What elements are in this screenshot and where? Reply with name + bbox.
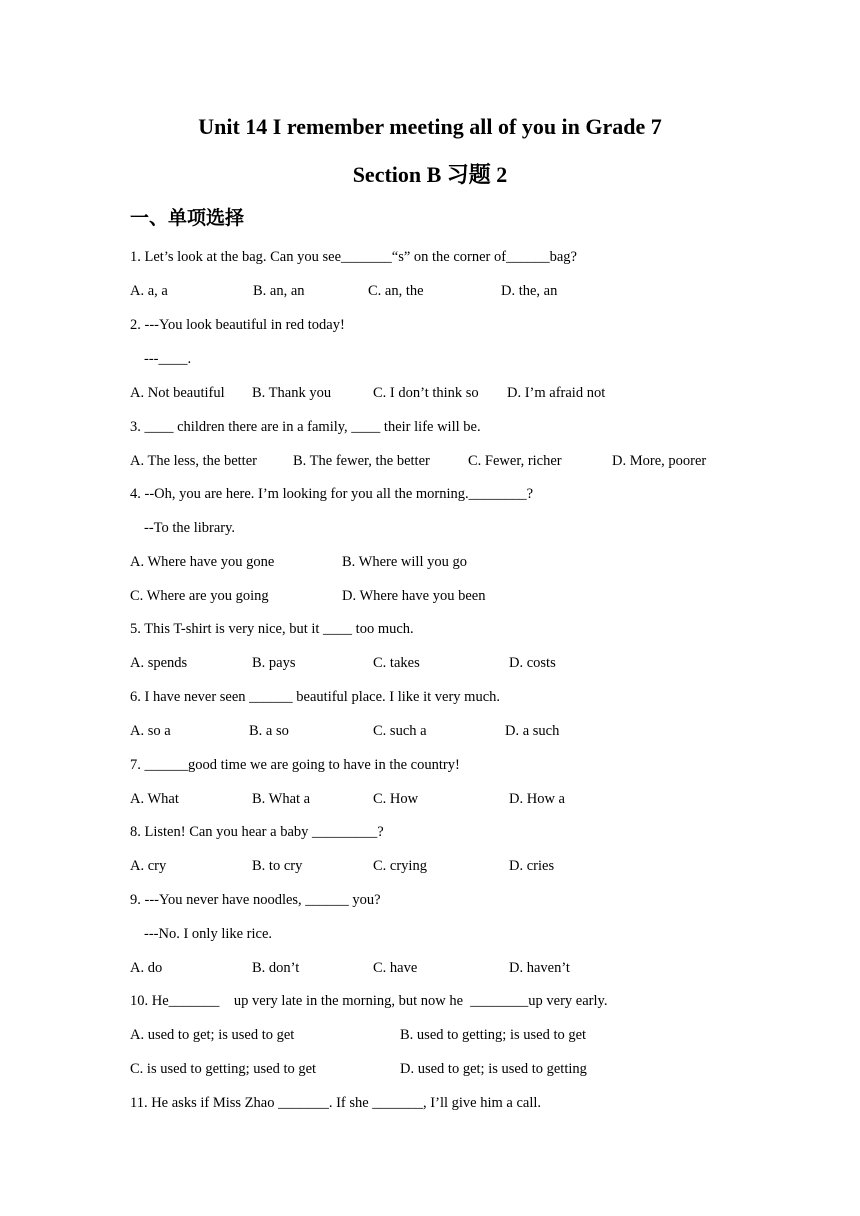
q4-option-a: A. Where have you gone xyxy=(130,554,275,570)
question-2: 2. ---You look beautiful in red today! xyxy=(130,317,345,333)
q3-option-a: A. The less, the better xyxy=(130,453,257,469)
q7-option-b: B. What a xyxy=(252,791,311,807)
question-11: 11. He asks if Miss Zhao _______. If she _______, I’ll give him a call. xyxy=(130,1095,542,1111)
question-9: 9. ---You never have noodles, ______ you? xyxy=(130,892,381,908)
q2-option-a: A. Not beautiful xyxy=(130,385,225,401)
q8-option-d: D. cries xyxy=(509,858,555,874)
q5-option-a: A. spends xyxy=(130,655,188,671)
page-subtitle: Section B 习题 2 xyxy=(352,162,508,187)
q8-option-c: C. crying xyxy=(373,858,427,874)
question-4: 4. --Oh, you are here. I’m looking for you all the morning.________? xyxy=(130,486,534,502)
q4-option-c: C. Where are you going xyxy=(130,588,269,604)
q9-option-c: C. have xyxy=(373,960,418,976)
q2-option-c: C. I don’t think so xyxy=(373,385,479,401)
q1-option-a: A. a, a xyxy=(130,283,168,299)
question-10: 10. He_______ up very late in the morning, but now he ________up very early. xyxy=(130,993,608,1009)
q4-option-d: D. Where have you been xyxy=(342,588,486,604)
q8-option-b: B. to cry xyxy=(252,858,303,874)
q5-option-c: C. takes xyxy=(373,655,420,671)
q9-option-d: D. haven’t xyxy=(509,960,570,976)
q6-option-a: A. so a xyxy=(130,723,171,739)
question-7: 7. ______good time we are going to have in the country! xyxy=(130,757,460,773)
question-3: 3. ____ children there are in a family, ____ their life will be. xyxy=(130,419,481,435)
q6-option-d: D. a such xyxy=(505,723,560,739)
q3-option-b: B. The fewer, the better xyxy=(293,453,430,469)
question-4-response: --To the library. xyxy=(144,520,236,536)
q9-option-b: B. don’t xyxy=(252,960,300,976)
q6-option-b: B. a so xyxy=(249,723,289,739)
q9-option-a: A. do xyxy=(130,960,163,976)
section-heading: 一、单项选择 xyxy=(130,207,245,229)
q2-option-b: B. Thank you xyxy=(252,385,332,401)
q10-option-a: A. used to get; is used to get xyxy=(130,1027,295,1043)
q6-option-c: C. such a xyxy=(373,723,427,739)
q8-option-a: A. cry xyxy=(130,858,167,874)
q1-option-d: D. the, an xyxy=(501,283,558,299)
question-1: 1. Let’s look at the bag. Can you see_______“s” on the corner of______bag? xyxy=(130,249,577,265)
q3-option-c: C. Fewer, richer xyxy=(468,453,562,469)
q3-option-d: D. More, poorer xyxy=(612,453,707,469)
question-6: 6. I have never seen ______ beautiful place. I like it very much. xyxy=(130,689,501,705)
q7-option-a: A. What xyxy=(130,791,179,807)
q10-option-d: D. used to get; is used to getting xyxy=(400,1061,587,1077)
q10-option-c: C. is used to getting; used to get xyxy=(130,1061,317,1077)
q1-option-b: B. an, an xyxy=(253,283,305,299)
question-2-response: ---____. xyxy=(144,351,192,367)
q7-option-d: D. How a xyxy=(509,791,565,807)
question-5: 5. This T-shirt is very nice, but it ____ too much. xyxy=(130,621,414,637)
q10-option-b: B. used to getting; is used to get xyxy=(400,1027,587,1043)
q5-option-d: D. costs xyxy=(509,655,556,671)
question-8: 8. Listen! Can you hear a baby _________? xyxy=(130,824,384,840)
q5-option-b: B. pays xyxy=(252,655,296,671)
question-9-response: ---No. I only like rice. xyxy=(144,926,273,942)
q4-option-b: B. Where will you go xyxy=(342,554,467,570)
q2-option-d: D. I’m afraid not xyxy=(507,385,606,401)
q7-option-c: C. How xyxy=(373,791,419,807)
q1-option-c: C. an, the xyxy=(368,283,424,299)
page-title: Unit 14 I remember meeting all of you in Grade 7 xyxy=(198,114,662,139)
